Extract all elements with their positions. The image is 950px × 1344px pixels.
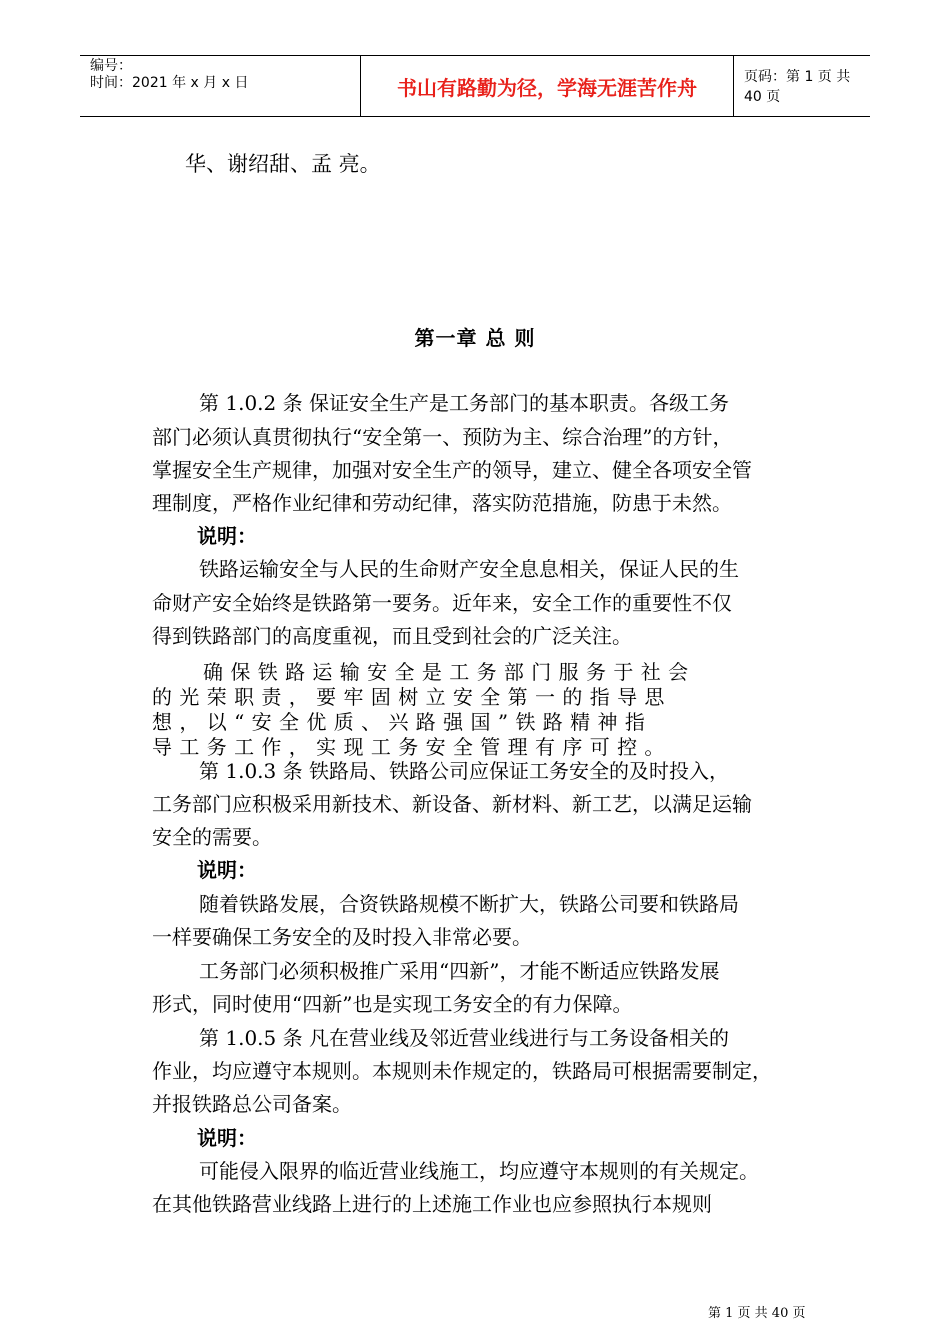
explain-label: 说明： [197, 1126, 257, 1150]
explain-label: 说明： [197, 524, 257, 548]
explain2-line: 工务部门必须积极推广采用“四新”，才能不断适应铁路发展 [199, 959, 720, 983]
spaced-line: 的 光 荣 职 责 ， 要 牢 固 树 立 安 全 第 一 的 指 导 思 [152, 685, 665, 709]
art102-line: 掌握安全生产规律，加强对安全生产的领导，建立、健全各项安全管 [152, 458, 752, 482]
art103-line: 第 1.0.3 条 铁路局、铁路公司应保证工务安全的及时投入， [199, 759, 729, 783]
explain2-line: 形式，同时使用“四新”也是实现工务安全的有力保障。 [152, 992, 633, 1016]
explain2-line: 一样要确保工务安全的及时投入非常必要。 [152, 925, 532, 949]
header-meta [90, 58, 290, 92]
explain3-line: 在其他铁路营业线路上进行的上述施工作业也应参照执行本规则 [152, 1192, 712, 1216]
art105-line: 作业，均应遵守本规则。本规则未作规定的，铁路局可根据需要制定， [152, 1059, 772, 1083]
art102-line: 部门必须认真贯彻执行“安全第一、预防为主、综合治理”的方针， [152, 425, 733, 449]
explain-label: 说明： [197, 858, 257, 882]
art105-line: 第 1.0.5 条 凡在营业线及邻近营业线进行与工务设备相关的 [199, 1026, 729, 1050]
page-header [80, 55, 870, 117]
explain1-line: 得到铁路部门的高度重视，而且受到社会的广泛关注。 [152, 624, 632, 648]
explain2-line: 随着铁路发展，合资铁路规模不断扩大，铁路公司要和铁路局 [199, 892, 739, 916]
spaced-line: 确 保 铁 路 运 输 安 全 是 工 务 部 门 服 务 于 社 会 [203, 660, 689, 684]
code-label: 编号： [90, 58, 132, 74]
time-label: 时间：2021 年 x 月 x 日 [90, 75, 249, 91]
explain1-line: 命财产安全始终是铁路第一要务。近年来，安全工作的重要性不仅 [152, 591, 732, 615]
spaced-line: 想 ， 以 “ 安 全 优 质 、 兴 路 强 国 ” 铁 路 精 神 指 [152, 710, 646, 734]
spaced-line: 导 工 务 工 作 ， 实 现 工 务 安 全 管 理 有 序 可 控 。 [152, 735, 665, 759]
explain1-line: 铁路运输安全与人民的生命财产安全息息相关，保证人民的生 [199, 557, 739, 581]
art102-line: 第 1.0.2 条 保证安全生产是工务部门的基本职责。各级工务 [199, 391, 729, 415]
art103-line: 安全的需要。 [152, 825, 272, 849]
header-page-info: 页码：第 1 页 共 40 页 [744, 69, 851, 105]
art105-line: 并报铁路总公司备案。 [152, 1092, 352, 1116]
explain3-line: 可能侵入限界的临近营业线施工，均应遵守本规则的有关规定。 [199, 1159, 759, 1183]
art102-line: 理制度，严格作业纪律和劳动纪律，落实防范措施，防患于未然。 [152, 491, 732, 515]
art103-line: 工务部门应积极采用新技术、新设备、新材料、新工艺，以满足运输 [152, 792, 752, 816]
page-footer: 第 1 页 共 40 页 [708, 1306, 806, 1321]
header-motto: 书山有路勤为径，学海无涯苦作舟 [360, 56, 734, 116]
chapter-title: 第一章 总 则 [414, 326, 536, 350]
intro-line: 华、谢绍甜、孟 亮。 [185, 152, 381, 176]
